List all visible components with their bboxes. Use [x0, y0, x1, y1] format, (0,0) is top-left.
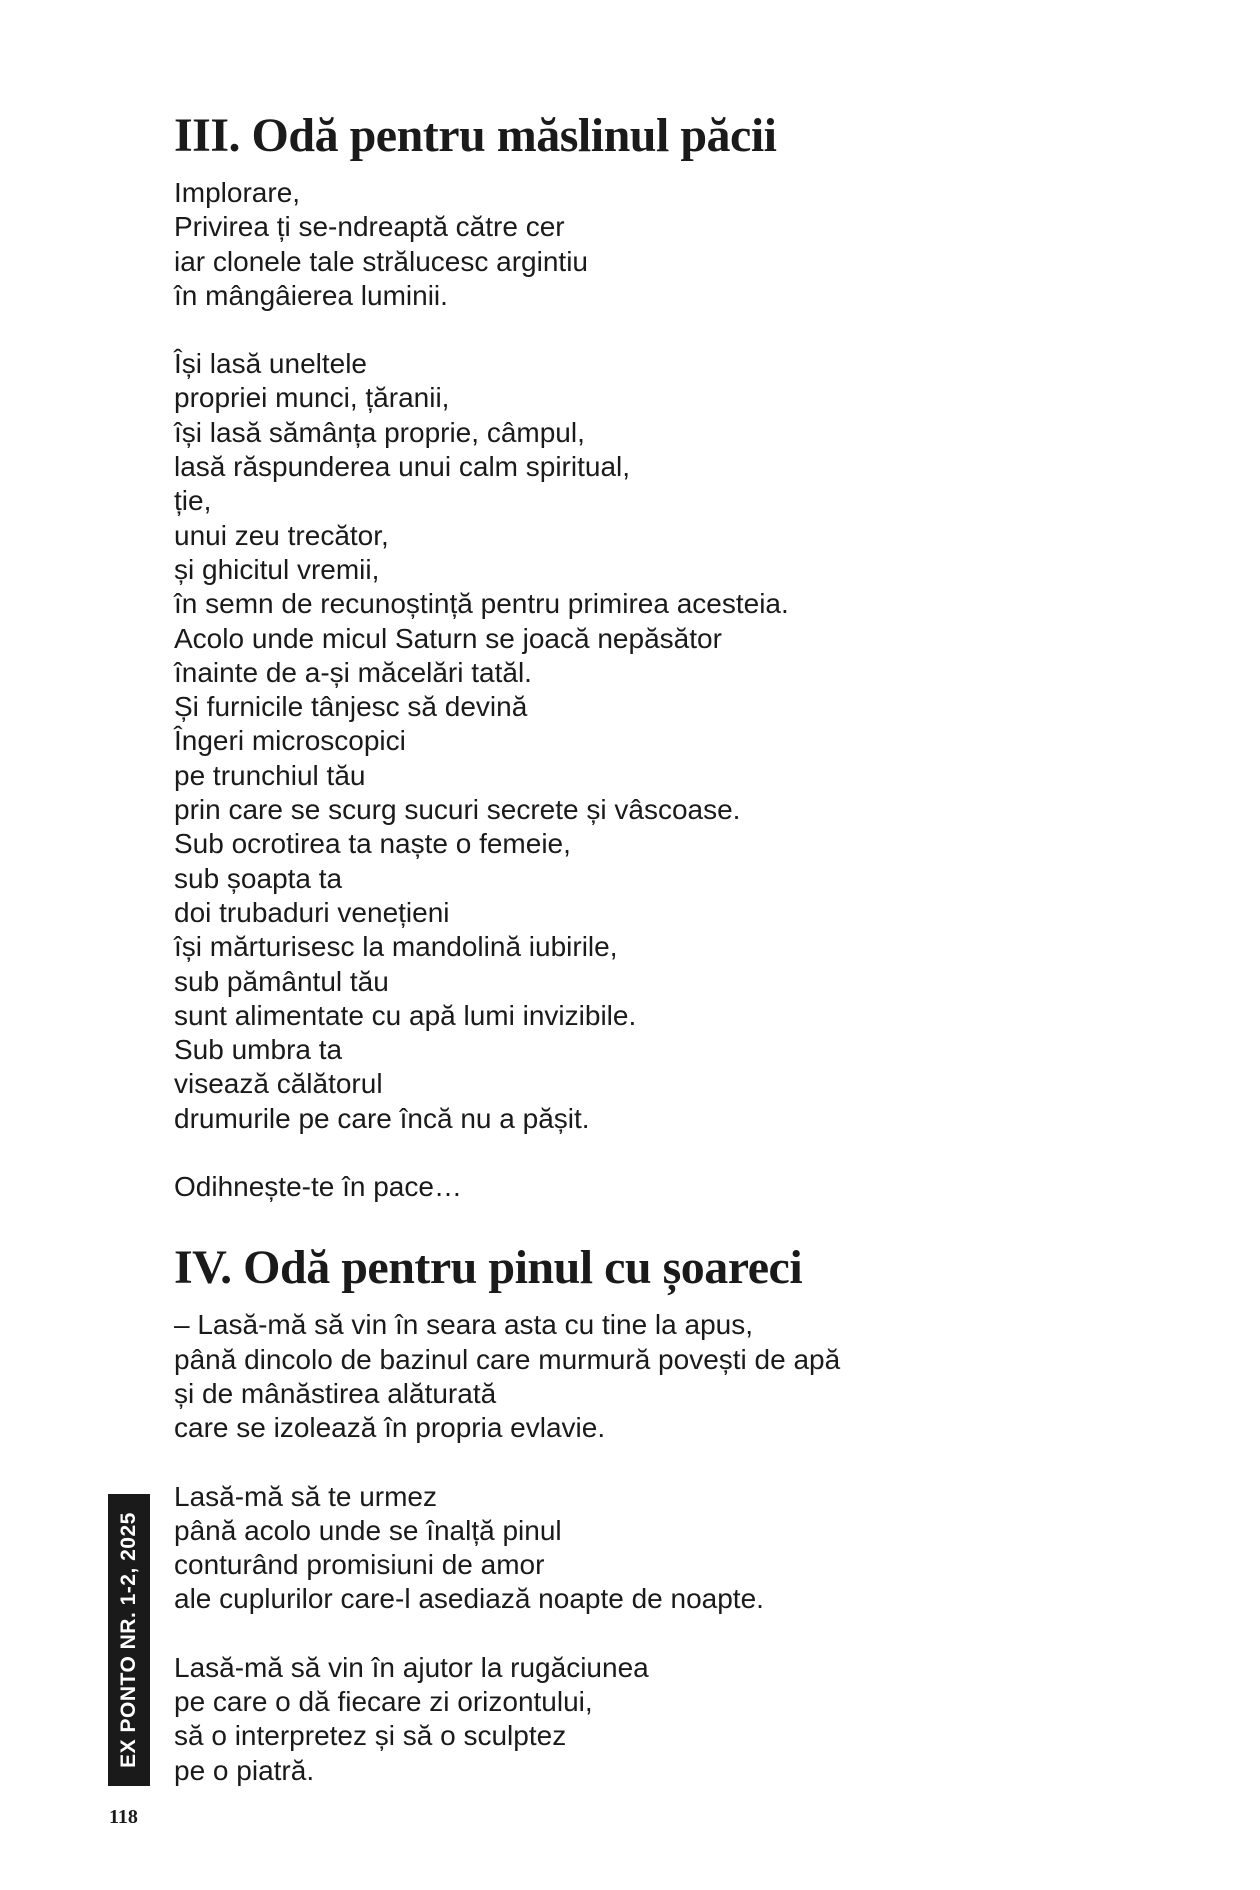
stanza-gap [174, 1617, 1174, 1651]
poem-line: Acolo unde micul Saturn se joacă nepăsător [174, 622, 722, 654]
poem-line: și ghicitul vremii, [174, 553, 380, 585]
poem-line: conturând promisiuni de amor [174, 1549, 545, 1581]
poem-line: în semn de recunoștință pentru primirea acesteia. [174, 588, 789, 620]
poem-line: înainte de a-și măcelări tatăl. [174, 656, 532, 688]
poem-line: care se izolează în propria evlavie. [174, 1412, 606, 1444]
poem-line: Odihnește-te în pace… [174, 1171, 462, 1203]
poem-line: până acolo unde se înalță pinul [174, 1514, 562, 1546]
poem-line: drumurile pe care încă nu a pășit. [174, 1102, 590, 1134]
poem-line: Sub umbra ta [174, 1034, 343, 1066]
stanza-list [174, 1308, 1174, 1788]
poem-line: Își lasă uneltele [174, 348, 368, 380]
stanza [174, 347, 1174, 1136]
poem-line: ție, [174, 485, 212, 517]
poem-line: își mărturisesc la mandolină iubirile, [174, 931, 618, 963]
poem-line: Privirea ți se-ndreaptă către cer [174, 211, 565, 243]
poem-line: lasă răspunderea unui calm spiritual, [174, 451, 631, 483]
page-content [174, 108, 1174, 1788]
poem-line: și de mânăstirea alăturată [174, 1377, 497, 1409]
journal-side-label [108, 1494, 150, 1786]
section-title: III. Odă pentru măslinul păcii [174, 109, 777, 162]
poem-line: sub pământul tău [174, 965, 389, 997]
poem-line: unui zeu trecător, [174, 519, 389, 551]
poem-line: să o interpretez și să o sculptez [174, 1720, 567, 1752]
stanza [174, 1651, 1174, 1788]
poem-line: Și furnicile tânjesc să devină [174, 691, 528, 723]
poem-line: sunt alimentate cu apă lumi invizibile. [174, 999, 637, 1031]
poem-section-iv [174, 1240, 1174, 1788]
poem-line: până dincolo de bazinul care murmură povești de apă [174, 1343, 841, 1375]
page-number: 118 [109, 1806, 138, 1828]
poem-line: își lasă sămânța proprie, câmpul, [174, 416, 585, 448]
stanza-gap [174, 1446, 1174, 1480]
stanza-list [174, 176, 1174, 1204]
poem-section-iii [174, 108, 1174, 1204]
poem-line: Sub ocrotirea ta naște o femeie, [174, 828, 571, 860]
stanza [174, 176, 1174, 313]
poem-line: în mângâierea luminii. [174, 279, 448, 311]
poem-line: Lasă-mă să vin în ajutor la rugăciunea [174, 1651, 649, 1683]
poem-line: iar clonele tale strălucesc argintiu [174, 245, 588, 277]
poem-line: Implorare, [174, 177, 301, 208]
poem-line: Lasă-mă să te urmez [174, 1480, 437, 1512]
stanza-gap [174, 313, 1174, 347]
stanza [174, 1480, 1174, 1617]
poem-line: – Lasă-mă să vin în seara asta cu tine la apus, [174, 1309, 753, 1341]
poem-line: prin care se scurg sucuri secrete și vâscoase. [174, 794, 741, 826]
poem-line: doi trubaduri venețieni [174, 896, 450, 928]
section-title: IV. Odă pentru pinul cu șoareci [174, 1241, 803, 1295]
poem-line: sub șoapta ta [174, 862, 343, 894]
poem-line: pe care o dă fiecare zi orizontului, [174, 1685, 593, 1717]
poem-line: pe trunchiul tău [174, 759, 366, 791]
stanza-gap [174, 1136, 1174, 1170]
poem-line: propriei munci, țăranii, [174, 382, 450, 414]
poem-line: pe o piatră. [174, 1754, 315, 1786]
poem-line: visează călătorul [174, 1068, 383, 1100]
journal-issue-label: EX PONTO NR. 1-2, 2025 [117, 1512, 140, 1768]
poem-line: Îngeri microscopici [174, 725, 406, 757]
poem-line: ale cuplurilor care-l asediază noapte de noapte. [174, 1583, 764, 1615]
stanza [174, 1308, 1174, 1445]
stanza [174, 1170, 1174, 1204]
